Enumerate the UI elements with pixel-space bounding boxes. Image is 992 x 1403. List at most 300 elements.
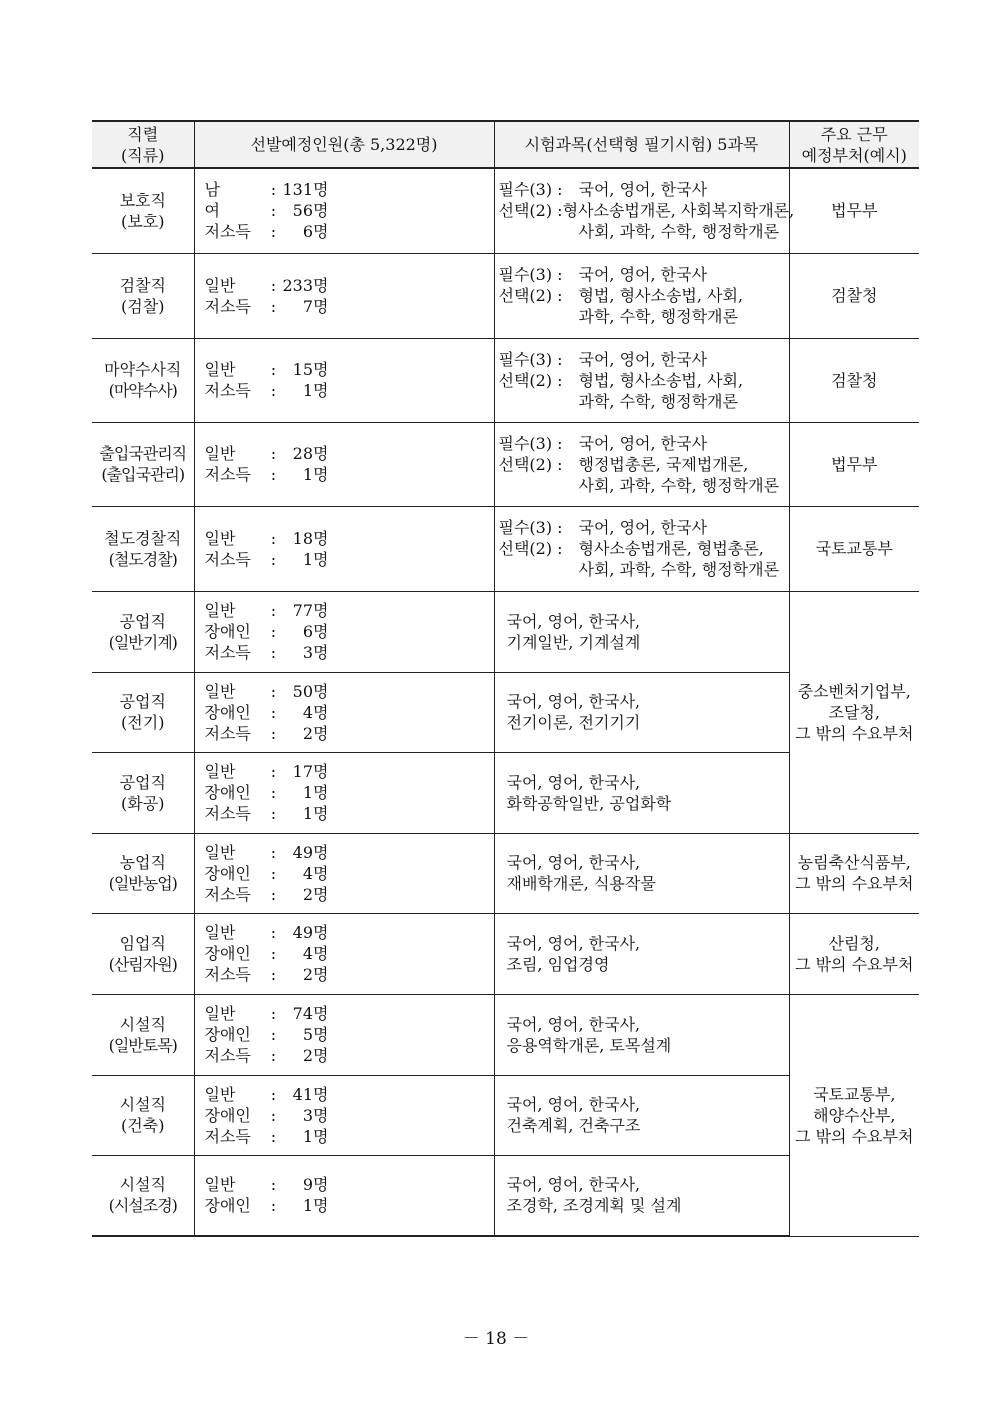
count-separator: : (270, 762, 277, 781)
job-category-name: (출입국관리) (101, 465, 185, 484)
count-line (205, 1195, 494, 1216)
header-exam-subjects: 시험과목(선택형 필기시험) 5과목 (494, 121, 789, 168)
count-line (205, 179, 494, 200)
department-cell (789, 833, 919, 913)
optional-label: 선택(2) : (498, 454, 563, 474)
count-line (205, 761, 494, 782)
count-line (205, 1174, 494, 1195)
table-row (92, 422, 919, 506)
exam-subjects-cell (494, 422, 789, 506)
optional-subjects: 형법, 형사소송법, 사회, (578, 286, 744, 305)
count-line (205, 803, 494, 824)
exam-subjects-cell (494, 338, 789, 422)
required-subjects: 국어, 영어, 한국사 (578, 518, 708, 537)
indent-spacer (499, 475, 579, 496)
count-separator: : (270, 1105, 277, 1125)
subject-line: 조경학, 조경계획 및 설계 (506, 1196, 682, 1216)
indent-spacer (499, 306, 579, 327)
count-value: 3명 (302, 643, 329, 662)
subject-line: 기계일반, 기계설계 (506, 632, 641, 652)
table-row (92, 591, 919, 672)
count-label: 장애인 (204, 1196, 251, 1216)
indent-spacer (499, 221, 579, 242)
count-line (205, 200, 494, 221)
department-name: 법무부 (831, 454, 878, 474)
optional-subjects: 행정법총론, 국제법개론, (578, 454, 749, 474)
subject-line: 화학공학일반, 공업화학 (506, 793, 672, 813)
job-series-cell (92, 506, 194, 591)
required-label: 필수(3) : (498, 518, 563, 537)
optional-subjects-line (499, 559, 789, 580)
department-name: 국토교통부, (813, 1084, 896, 1104)
required-subjects: 국어, 영어, 한국사 (578, 265, 708, 284)
job-series-name: 마약수사직 (104, 360, 182, 379)
job-category-name: (화공) (121, 793, 165, 813)
optional-subjects-line (499, 475, 789, 496)
count-separator: : (270, 528, 277, 548)
count-line (205, 549, 494, 570)
count-line (205, 621, 494, 642)
required-subjects-line (499, 179, 789, 200)
required-label: 필수(3) : (498, 433, 563, 453)
exam-subjects-cell (494, 253, 789, 338)
count-separator: : (270, 702, 277, 722)
count-label: 장애인 (204, 1025, 251, 1044)
count-label: 일반 (204, 528, 236, 548)
department-cell (789, 338, 919, 422)
count-line (205, 1105, 494, 1126)
required-label: 필수(3) : (498, 265, 563, 284)
count-value: 74명 (292, 1004, 329, 1023)
count-line (205, 782, 494, 803)
count-value: 4명 (302, 944, 329, 963)
count-separator: : (270, 681, 277, 701)
count-label: 저소득 (204, 549, 251, 569)
required-subjects: 국어, 영어, 한국사 (578, 349, 708, 369)
count-value: 15명 (292, 360, 329, 379)
count-line (205, 702, 494, 723)
count-separator: : (270, 1046, 277, 1065)
count-line (205, 842, 494, 863)
department-name: 검찰청 (831, 370, 878, 390)
count-separator: : (270, 222, 277, 242)
page-number: － 18 － (462, 1329, 530, 1349)
count-value: 6명 (302, 222, 329, 242)
job-category-name: (일반토목) (108, 1035, 177, 1055)
count-line (205, 464, 494, 485)
job-series-name: 철도경찰직 (104, 528, 182, 548)
count-label: 여 (204, 201, 220, 221)
count-label: 일반 (204, 681, 236, 701)
subject-line: 국어, 영어, 한국사, (506, 1175, 641, 1195)
count-separator: : (270, 923, 277, 942)
department-name: 중소벤처기업부, (797, 681, 911, 701)
count-value: 2명 (302, 1046, 329, 1065)
job-category-name: (산림자원) (108, 954, 177, 974)
optional-subjects: 사회, 과학, 수학, 행정학개론 (578, 475, 780, 495)
count-label: 저소득 (204, 723, 251, 743)
optional-subjects: 형사소송법개론, 사회복지학개론, (562, 201, 795, 221)
count-value: 49명 (292, 842, 329, 862)
subject-line: 국어, 영어, 한국사, (506, 772, 641, 792)
optional-subjects-line (498, 200, 795, 221)
count-separator: : (270, 360, 277, 379)
job-series-cell (92, 591, 194, 672)
count-separator: : (270, 201, 277, 221)
count-value: 28명 (292, 444, 329, 463)
job-category-name: (전기) (121, 713, 165, 732)
count-separator: : (270, 1196, 277, 1216)
job-category-name: (일반농업) (108, 874, 177, 893)
job-series-name: 임업직 (119, 933, 166, 953)
count-line (205, 681, 494, 702)
required-subjects-line (499, 517, 789, 538)
department-name: 법무부 (831, 201, 878, 221)
count-line (205, 296, 494, 317)
job-series-cell (92, 253, 194, 338)
job-series-cell (92, 913, 194, 994)
count-separator: : (270, 381, 277, 400)
department-name: 그 밖의 수요부처 (795, 874, 914, 893)
optional-label: 선택(2) : (498, 370, 563, 390)
department-cell (789, 422, 919, 506)
count-separator: : (270, 1025, 277, 1044)
count-value: 4명 (302, 702, 329, 722)
planned-count-cell (194, 506, 494, 591)
subject-line: 응용역학개론, 토목설계 (506, 1035, 672, 1055)
job-series-cell (92, 1155, 194, 1236)
count-line (205, 1045, 494, 1066)
count-label: 저소득 (204, 643, 251, 662)
job-series-name: 검찰직 (119, 275, 166, 295)
header-department: 주요 근무 예정부처(예시) (789, 121, 919, 168)
count-label: 일반 (204, 1175, 236, 1195)
count-separator: : (270, 944, 277, 963)
exam-subjects-cell (494, 168, 795, 253)
job-category-name: (검찰) (121, 296, 165, 316)
job-series-name: 공업직 (119, 611, 166, 631)
count-label: 일반 (204, 1084, 236, 1104)
count-value: 2명 (302, 965, 329, 984)
required-subjects-line (499, 264, 789, 285)
exam-subjects-cell (494, 994, 789, 1075)
count-separator: : (270, 549, 277, 569)
count-line (205, 528, 494, 549)
count-value: 49명 (292, 923, 329, 942)
count-line (205, 642, 494, 663)
department-name: 농림축산식품부, (797, 853, 911, 872)
optional-label: 선택(2) : (498, 539, 563, 558)
count-label: 저소득 (204, 465, 251, 484)
count-separator: : (270, 1084, 277, 1104)
required-label: 필수(3) : (498, 180, 563, 200)
table-row (92, 168, 919, 253)
optional-subjects: 과학, 수학, 행정학개론 (578, 307, 738, 326)
optional-subjects-line (499, 370, 789, 391)
count-value: 7명 (302, 296, 329, 316)
job-category-name: (마약수사) (108, 381, 177, 400)
count-value: 3명 (302, 1105, 329, 1125)
count-separator: : (270, 1126, 277, 1146)
planned-count-cell (194, 1075, 494, 1155)
job-series-name: 시설직 (119, 1014, 166, 1034)
exam-subjects-cell (494, 833, 789, 913)
count-line (205, 943, 494, 964)
planned-count-cell (194, 752, 494, 833)
department-name: 그 밖의 수요부처 (795, 1126, 914, 1146)
count-value: 50명 (292, 681, 329, 701)
job-series-cell (92, 1075, 194, 1155)
count-value: 233명 (282, 275, 329, 295)
count-line (205, 1003, 494, 1024)
header-planned-count: 선발예정인원(총 5,322명) (194, 121, 494, 168)
exam-subjects-cell (494, 913, 789, 994)
count-value: 1명 (302, 783, 329, 802)
count-line (205, 600, 494, 621)
subject-line: 국어, 영어, 한국사, (506, 1014, 641, 1034)
count-separator: : (270, 842, 277, 862)
job-series-name: 시설직 (119, 1175, 166, 1195)
count-line (205, 723, 494, 744)
optional-subjects-line (499, 306, 789, 327)
job-series-cell (92, 752, 194, 833)
subject-line: 국어, 영어, 한국사, (506, 853, 641, 872)
department-cell (789, 506, 919, 591)
count-value: 1명 (302, 549, 329, 569)
department-name: 그 밖의 수요부처 (795, 954, 914, 974)
required-subjects: 국어, 영어, 한국사 (578, 433, 708, 453)
subject-line: 국어, 영어, 한국사, (506, 692, 641, 711)
count-value: 4명 (302, 863, 329, 883)
exam-subjects-cell (494, 672, 789, 752)
count-value: 131명 (282, 180, 329, 200)
recruitment-table (92, 120, 919, 1237)
optional-subjects: 형법, 형사소송법, 사회, (578, 370, 744, 390)
subject-line: 전기이론, 전기기기 (506, 713, 641, 732)
department-cell (789, 913, 919, 994)
optional-subjects: 사회, 과학, 수학, 행정학개론 (578, 560, 780, 579)
count-line (205, 380, 494, 401)
subject-line: 국어, 영어, 한국사, (506, 611, 641, 631)
count-line (205, 1024, 494, 1045)
count-label: 일반 (204, 1004, 236, 1023)
table-row (92, 338, 919, 422)
optional-subjects-line (499, 538, 789, 559)
table-row (92, 253, 919, 338)
exam-subjects-cell (494, 506, 789, 591)
count-separator: : (270, 783, 277, 802)
job-category-name: (시설조경) (108, 1196, 177, 1216)
count-label: 저소득 (204, 222, 251, 242)
job-series-cell (92, 672, 194, 752)
planned-count-cell (194, 913, 494, 994)
optional-subjects-line (499, 221, 789, 242)
count-separator: : (270, 1175, 277, 1195)
count-line (205, 863, 494, 884)
department-cell (789, 994, 919, 1236)
indent-spacer (499, 391, 579, 412)
count-label: 저소득 (204, 884, 251, 904)
count-value: 6명 (302, 622, 329, 641)
subject-line: 국어, 영어, 한국사, (506, 1095, 641, 1114)
count-label: 일반 (204, 360, 236, 379)
count-label: 저소득 (204, 381, 251, 400)
exam-subjects-cell (494, 1075, 789, 1155)
count-value: 1명 (302, 381, 329, 400)
count-separator: : (270, 465, 277, 484)
job-category-name: (건축) (121, 1116, 165, 1135)
count-separator: : (270, 884, 277, 904)
job-series-name: 공업직 (119, 772, 166, 792)
required-subjects-line (499, 433, 789, 454)
job-category-name: (철도경찰) (108, 549, 177, 569)
subject-line: 국어, 영어, 한국사, (506, 933, 641, 953)
job-series-cell (92, 422, 194, 506)
count-line (205, 884, 494, 905)
count-label: 장애인 (204, 622, 251, 641)
count-separator: : (270, 804, 277, 823)
department-name: 검찰청 (831, 286, 878, 305)
subject-line: 건축계획, 건축구조 (506, 1116, 641, 1135)
planned-count-cell (194, 994, 494, 1075)
exam-subjects-cell (494, 752, 789, 833)
count-label: 일반 (204, 601, 236, 620)
count-separator: : (270, 601, 277, 620)
count-label: 장애인 (204, 1105, 251, 1125)
count-label: 일반 (204, 444, 236, 463)
department-name: 국토교통부 (815, 539, 893, 558)
job-series-name: 공업직 (119, 692, 166, 711)
job-series-name: 농업직 (119, 853, 166, 872)
count-separator: : (270, 643, 277, 662)
count-separator: : (270, 965, 277, 984)
table-header-row (92, 121, 919, 168)
optional-subjects: 과학, 수학, 행정학개론 (578, 391, 738, 411)
indent-spacer (499, 559, 579, 580)
count-label: 일반 (204, 762, 236, 781)
table-row (92, 913, 919, 994)
count-value: 77명 (292, 601, 329, 620)
table-row (92, 994, 919, 1075)
table-row (92, 506, 919, 591)
count-value: 17명 (292, 762, 329, 781)
optional-label: 선택(2) : (498, 286, 563, 305)
count-separator: : (270, 296, 277, 316)
count-label: 저소득 (204, 296, 251, 316)
count-line (205, 275, 494, 296)
planned-count-cell (194, 422, 494, 506)
count-separator: : (270, 275, 277, 295)
count-line (205, 964, 494, 985)
count-label: 남 (204, 180, 220, 200)
job-series-name: 시설직 (119, 1095, 166, 1114)
subject-line: 조림, 임업경영 (506, 954, 610, 974)
job-series-name: 출입국관리직 (99, 444, 187, 463)
count-line (205, 359, 494, 380)
job-category-name: (보호) (121, 211, 165, 231)
count-line (205, 1126, 494, 1147)
count-value: 1명 (302, 1126, 329, 1146)
count-label: 장애인 (204, 944, 251, 963)
exam-subjects-cell (494, 1155, 789, 1236)
planned-count-cell (194, 253, 494, 338)
count-label: 저소득 (204, 804, 251, 823)
department-cell (789, 253, 919, 338)
job-series-name: 보호직 (119, 190, 166, 210)
planned-count-cell (194, 338, 494, 422)
job-series-cell (92, 994, 194, 1075)
count-label: 저소득 (204, 1046, 251, 1065)
count-label: 장애인 (204, 783, 251, 802)
optional-subjects-line (499, 391, 789, 412)
department-name: 해양수산부, (813, 1105, 896, 1125)
count-separator: : (270, 180, 277, 200)
count-value: 1명 (302, 804, 329, 823)
header-job-series: 직렬 (직류) (92, 121, 194, 168)
count-value: 9명 (302, 1175, 329, 1195)
count-separator: : (270, 444, 277, 463)
planned-count-cell (194, 591, 494, 672)
count-label: 일반 (204, 275, 236, 295)
planned-count-cell (194, 1155, 494, 1236)
department-name: 그 밖의 수요부처 (795, 723, 914, 743)
count-line (205, 443, 494, 464)
required-label: 필수(3) : (498, 349, 563, 369)
department-cell (789, 168, 919, 253)
count-line (205, 922, 494, 943)
optional-subjects: 사회, 과학, 수학, 행정학개론 (578, 222, 780, 242)
department-cell (789, 591, 919, 833)
count-label: 일반 (204, 923, 236, 942)
count-value: 5명 (302, 1025, 329, 1044)
count-label: 일반 (204, 842, 236, 862)
required-subjects-line (499, 349, 789, 370)
job-series-cell (92, 338, 194, 422)
exam-subjects-cell (494, 591, 789, 672)
count-value: 2명 (302, 884, 329, 904)
job-series-cell (92, 833, 194, 913)
subject-line: 재배학개론, 식용작물 (506, 874, 656, 893)
optional-subjects-line (499, 285, 789, 306)
count-label: 장애인 (204, 702, 251, 722)
count-value: 56명 (292, 201, 329, 221)
planned-count-cell (194, 168, 494, 253)
count-value: 1명 (302, 1196, 329, 1216)
required-subjects: 국어, 영어, 한국사 (578, 180, 708, 200)
count-line (205, 221, 494, 242)
planned-count-cell (194, 833, 494, 913)
optional-subjects-line (499, 454, 789, 475)
count-label: 장애인 (204, 863, 251, 883)
department-name: 산림청, (828, 933, 880, 953)
count-value: 2명 (302, 723, 329, 743)
job-category-name: (일반기계) (108, 632, 177, 652)
count-separator: : (270, 723, 277, 743)
count-separator: : (270, 622, 277, 641)
job-series-cell (92, 168, 194, 253)
optional-subjects: 형사소송법개론, 형법총론, (578, 539, 764, 558)
count-line (205, 1084, 494, 1105)
table-row (92, 833, 919, 913)
count-separator: : (270, 863, 277, 883)
count-label: 저소득 (204, 965, 251, 984)
optional-label: 선택(2) : (498, 201, 563, 221)
count-value: 41명 (292, 1084, 329, 1104)
department-name: 조달청, (828, 702, 880, 722)
count-label: 저소득 (204, 1126, 251, 1146)
count-value: 18명 (292, 528, 329, 548)
planned-count-cell (194, 672, 494, 752)
